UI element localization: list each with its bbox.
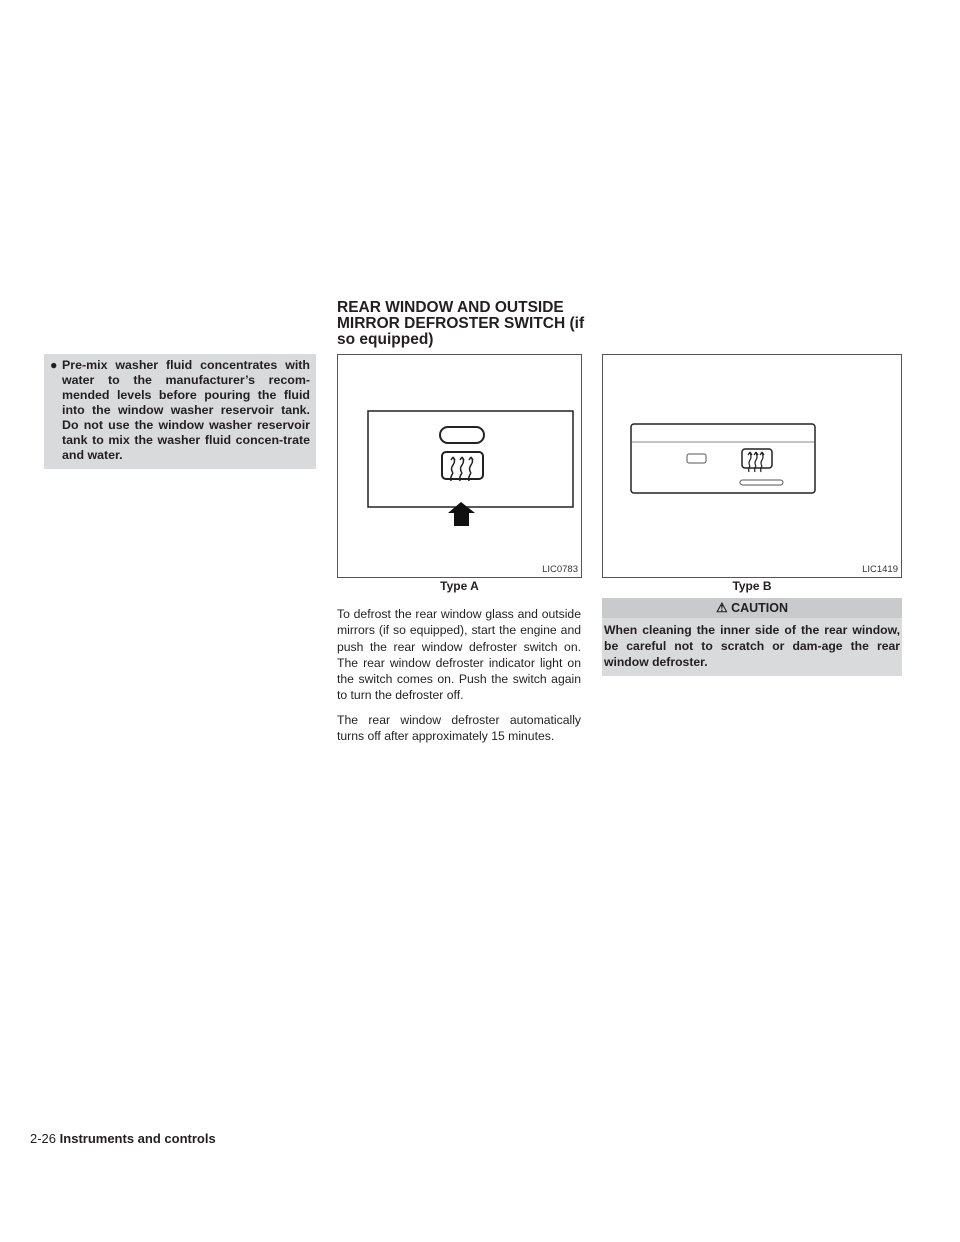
warning-icon: ⚠	[715, 600, 728, 615]
page-number: 2-26	[30, 1131, 57, 1146]
washer-fluid-note	[44, 354, 316, 469]
chapter-title: Instruments and controls	[59, 1131, 216, 1146]
figure-type-b	[602, 354, 902, 578]
paragraph: To defrost the rear window glass and outside mirrors (if so equipped), start the engine and push the rear window defroster switch on. The rear window defroster indicator light on the switch comes on. Push the switch again to turn the defroster off.	[337, 607, 581, 703]
figure-id: LIC1419	[862, 564, 898, 575]
defroster-switch-type-a-illustration	[338, 355, 581, 577]
figure-id: LIC0783	[542, 564, 578, 575]
figure-caption: Type A	[440, 579, 479, 593]
body-text	[337, 606, 581, 752]
defroster-switch-type-b-illustration	[603, 355, 901, 577]
defroster-icon	[748, 452, 764, 472]
bullet-icon: ●	[50, 358, 58, 372]
paragraph: The rear window defroster automatically turns off after approximately 15 minutes.	[337, 712, 581, 744]
arrow-icon	[448, 502, 475, 526]
figure-caption: Type B	[732, 579, 772, 593]
note-text: Pre-mix washer fluid concentrates with water to the manufacturer’s recom-mended levels before pouring the fluid into the window washer reservoir tank. Do not use the window washer reservoir tank to mix the washer fluid concen-trate and water.	[62, 358, 310, 462]
figure-type-a	[337, 354, 582, 578]
caution-title: CAUTION	[731, 601, 789, 615]
section-heading: REAR WINDOW AND OUTSIDE MIRROR DEFROSTER SWITCH (if so equipped)	[337, 299, 585, 348]
page-footer	[30, 1131, 216, 1146]
caution-header	[602, 598, 902, 618]
caution-box	[602, 598, 902, 676]
defroster-icon	[451, 457, 473, 481]
caution-text: When cleaning the inner side of the rear window, be careful not to scratch or dam-age the rear window defroster.	[604, 623, 900, 669]
